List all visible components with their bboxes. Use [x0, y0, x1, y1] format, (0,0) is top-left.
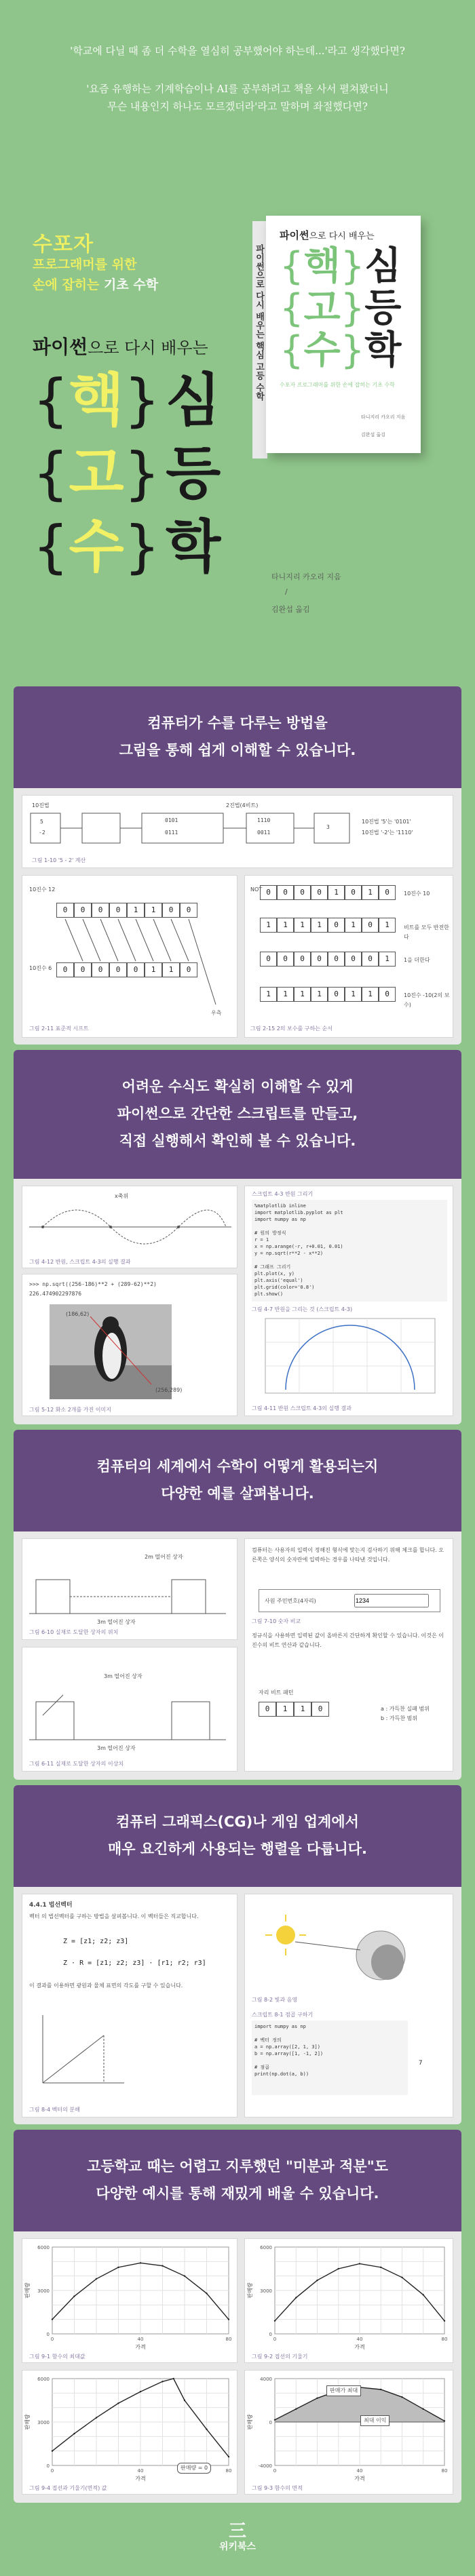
x-tick-label: 40 — [356, 2337, 363, 2342]
x-tick-label: 0 — [273, 2468, 277, 2474]
data-point — [140, 2262, 141, 2263]
y-tick-label: 3000 — [37, 2420, 50, 2425]
data-point — [117, 2267, 119, 2268]
x-tick-label: 0 — [50, 2468, 54, 2474]
code-output: 7 — [419, 2060, 423, 2067]
bit-cell: 0 — [311, 1702, 329, 1717]
figure-penguin — [22, 1274, 238, 1416]
figure-twos-complement — [244, 875, 453, 1038]
hero-title-row-1 — [33, 366, 221, 434]
data-point — [295, 2408, 297, 2410]
figure-caption-2: 그림 6-11 실재로 도달한 상자의 이상치 — [29, 1761, 124, 1767]
brace-open: { — [33, 513, 69, 580]
bit-cell: 1 — [362, 885, 379, 900]
figure-regex-check — [244, 1538, 453, 1772]
y-axis-label: 판매량 — [24, 2282, 31, 2299]
bit-cell: 0 — [180, 962, 197, 977]
data-point — [96, 2278, 97, 2280]
point-b: (256,289) — [155, 1387, 183, 1393]
hero-title-char-3b: 학 — [166, 513, 221, 580]
label-decimal-6: 10진수 6 — [29, 965, 52, 971]
x-tick-label: 40 — [356, 2468, 363, 2474]
bit-cell: 1 — [345, 918, 362, 933]
x-tick-label: 40 — [137, 2337, 144, 2342]
figure-binary-subtraction — [22, 795, 453, 868]
brace-close: } — [340, 328, 365, 372]
data-point — [295, 2297, 297, 2298]
y-tick-label: 6000 — [37, 2377, 50, 2382]
code-block: import numpy as np # 벡터 정의 a = np.array([2, 1, 3]) b = np.array([1, -1, 2]) # 점곱 print(np.dot(a, b)) — [252, 2021, 408, 2095]
bit-cell: 0 — [277, 885, 294, 900]
bit-cell: 0 — [260, 885, 277, 900]
note-decimal-5: 10진법 '5'는 '0101' — [362, 819, 411, 825]
book-translator: 김완섭 옮김 — [361, 432, 386, 437]
data-point — [401, 2396, 402, 2398]
tagline-line-3 — [33, 275, 158, 293]
data-point — [52, 2318, 53, 2320]
form-field-box — [259, 1589, 440, 1612]
data-point — [206, 2292, 207, 2294]
figure-caption-2: 그림 9-2 접선의 기울기 — [252, 2354, 308, 2360]
book-cover — [266, 216, 421, 453]
hero-quote-1: '학교에 다닐 때 좀 더 수학을 열심히 공부했어야 하는데...'라고 생각했다면? — [70, 45, 405, 57]
code-block: %matplotlib inline import matplotlib.pyplot as plt import numpy as np # 원의 방정식 r = 1 x = np.arange(-r, r+0.01, 0.01) y = np.sqrt(r**2 - x**2) # 그래프 그리기 plt.plot(x, y) plt.axis('equal') plt.grid(color='0.8') plt.show() — [252, 1200, 447, 1302]
x-axis-label: 가격 — [135, 2344, 146, 2350]
data-point — [316, 2280, 318, 2281]
book-spine-text: 파이썬으로 다시 배우는 핵심 고등 수학 — [254, 244, 264, 401]
brace-close: } — [124, 367, 161, 433]
book-title-rest: 으로 다시 배우는 — [309, 231, 375, 241]
bit-cell: 0 — [328, 987, 345, 1002]
form-input[interactable] — [354, 1594, 429, 1607]
bits-0111: 0111 — [165, 830, 178, 836]
figure-box-outlier — [22, 1647, 238, 1772]
figure-caption-3: 그림 2-15 2의 보수를 구하는 순서 — [250, 1026, 332, 1032]
bits-1110: 1110 — [257, 817, 271, 823]
annotation-sales-zero: 판매량 = 0 — [177, 2463, 211, 2474]
bit-cell: 1 — [328, 885, 345, 900]
data-point — [173, 2378, 174, 2379]
note-decimal-minus-2: 10진법 '-2'는 '1110' — [362, 830, 413, 836]
section-1-title-1: 컴퓨터가 수를 다루는 방법을 — [147, 715, 328, 731]
figure-shift — [22, 875, 238, 1038]
bit-cell: 0 — [345, 952, 362, 967]
figure-caption-1: 그림 6-10 실재로 도달한 상자의 위치 — [29, 1629, 119, 1635]
figure-normal-vector — [22, 1894, 238, 2118]
book-char-1: 핵 — [303, 244, 341, 288]
data-point — [380, 2267, 381, 2268]
data-point — [117, 2402, 119, 2404]
figure-caption-4: 그림 4-11 반원 스크립트 4-3의 실행 결과 — [252, 1405, 352, 1411]
bit-cell: 0 — [294, 952, 311, 967]
hero-title-char-3: 수 — [69, 513, 124, 580]
annotation-max-profit: 최대 이익 — [360, 2415, 390, 2426]
figure-caption-3: 그림 7-10 숫자 비교 — [252, 1618, 301, 1624]
value-3: 3 — [326, 824, 330, 830]
y-tick-label: -4000 — [258, 2463, 272, 2469]
bit-cell: 1 — [260, 987, 277, 1002]
bit-cell: 1 — [379, 918, 396, 933]
section-5-title-1: 고등학교 때는 어렵고 지루했던 "미분과 적분"도 — [87, 2158, 388, 2174]
bit-cell: 0 — [277, 952, 294, 967]
x-tick-label: 80 — [225, 2337, 232, 2342]
figure-caption-2: 그림 2-11 표준적 시프트 — [29, 1026, 89, 1032]
figure-caption-1: 그림 1-10 '5 - 2' 계산 — [32, 857, 86, 863]
y-tick-label: 6000 — [37, 2245, 50, 2250]
data-point — [96, 2417, 97, 2418]
figure-chart-4 — [244, 2370, 453, 2495]
figure-caption-1: 그림 4-12 반원, 스크립트 4-3의 실행 결과 — [29, 1259, 131, 1265]
brace-close: } — [340, 286, 365, 330]
hero-quote-2 — [0, 80, 475, 115]
hero-quote-2b: 무슨 내용인지 하나도 모르겠더라'라고 말하며 좌절했다면? — [107, 100, 368, 113]
value-5: 5 — [40, 819, 43, 825]
brace-close: } — [340, 244, 365, 288]
data-point — [401, 2277, 402, 2278]
bit-cell: 0 — [127, 962, 145, 977]
bit-cell: 1 — [276, 1702, 294, 1717]
bit-cell: 0 — [328, 952, 345, 967]
figure-caption-1: 그림 9-1 함수의 최대값 — [29, 2354, 86, 2360]
chart-tangent-slope — [245, 2239, 454, 2351]
bit-cell: 0 — [162, 903, 180, 918]
bit-cell: 1 — [127, 903, 145, 918]
sun-icon — [276, 1926, 295, 1945]
bit-cell: 0 — [92, 903, 109, 918]
section-4-title-1: 컴퓨터 그래픽스(CG)나 게임 업계에서 — [116, 1814, 359, 1830]
label-box-3m-c: 3m 떨어진 상자 — [97, 1745, 136, 1751]
section-4-title-2: 매우 요긴하게 사용되는 행렬을 다룹니다. — [107, 1841, 368, 1857]
figure-caption-2: 그림 8-2 빛과 음영 — [252, 1997, 298, 2003]
bit-cell: 1 — [294, 1702, 311, 1717]
figure-chart-3 — [22, 2370, 238, 2495]
section-python-scripts — [14, 1050, 461, 1424]
bit-cell: 1 — [145, 962, 162, 977]
section-2-title-2: 파이썬으로 간단한 스크립트를 만들고, — [117, 1106, 358, 1122]
hero-subtitle — [33, 332, 208, 359]
figure-semicircle-script — [244, 1186, 453, 1416]
bits-0101: 0101 — [165, 817, 178, 823]
bit-cell: 0 — [109, 962, 127, 977]
y-tick-label: 0 — [46, 2463, 50, 2469]
brace-open: { — [280, 328, 304, 372]
body-text-1: 컴퓨터는 사용자의 입력이 정해진 형식에 맞는지 검사하기 위해 체크를 합니다. 오른쪽은 양식의 숫자란에 입력하는 경우를 나타낸 것입니다. — [252, 1547, 444, 1563]
label-box-3m-b: 3m 떨어진 상자 — [104, 1673, 142, 1679]
brace-close: } — [124, 513, 161, 580]
data-point — [162, 2265, 163, 2267]
bits-0011: 0011 — [257, 830, 271, 836]
section-3-title-1: 컴퓨터의 세계에서 수학이 어떻게 활용되는지 — [96, 1458, 379, 1475]
bit-cell: 0 — [74, 962, 92, 977]
bit-cell: 0 — [109, 903, 127, 918]
section-2-title-1: 어려운 수식도 확실히 이해할 수 있게 — [121, 1078, 354, 1095]
bit-cell: 0 — [311, 952, 328, 967]
regex-note-b: b : 가득찬 범위 — [381, 1715, 418, 1721]
label-decimal-minus-10: 10진수 -10(2의 보수) — [404, 992, 450, 1008]
body-text-2: 정규식을 사용하면 입력된 값이 올바른지 간단하게 확인할 수 있습니다. 이것은 이진수의 비트 연산과 같습니다. — [252, 1633, 444, 1648]
light-diagram — [245, 1894, 454, 1996]
bit-cell: 1 — [294, 918, 311, 933]
y-tick-label: 3000 — [260, 2288, 272, 2294]
hero-title-char-2: 고 — [69, 440, 124, 507]
bit-cell: 1 — [277, 987, 294, 1002]
data-point — [184, 2400, 185, 2401]
bit-cell: 1 — [379, 952, 396, 967]
figure-light-shade — [244, 1894, 453, 2118]
section-4-header — [14, 1785, 461, 1887]
book-big-3 — [280, 330, 402, 372]
shift-arrows — [22, 876, 238, 1038]
bit-cell: 1 — [311, 987, 328, 1002]
y-axis-label: 판매량 — [24, 2414, 31, 2430]
book-char-1b: 심 — [364, 244, 402, 288]
bit-cell: 0 — [180, 903, 197, 918]
bit-cell: 0 — [56, 962, 74, 977]
y-tick-label: 3000 — [37, 2288, 50, 2294]
semicircle-plot — [252, 1315, 447, 1403]
brace-open: { — [33, 367, 69, 433]
code-title: 스크립트 8-1 점곱 구하기 — [252, 2012, 314, 2018]
section-5-header — [14, 2130, 461, 2231]
label-decimal: 10진법 — [32, 802, 50, 808]
hero-subtitle-bold: 파이썬 — [33, 336, 88, 358]
bit-cell: 0 — [379, 885, 396, 900]
bit-cell: 1 — [260, 918, 277, 933]
data-point — [380, 2389, 381, 2390]
figure-box-distance — [22, 1538, 238, 1640]
book-char-2: 고 — [303, 286, 341, 330]
annotation-max-sales: 판매가 최대 — [326, 2385, 361, 2396]
equation-1: Z = [z1; z2; z3] — [63, 1938, 129, 1945]
bit-cell: 0 — [294, 885, 311, 900]
figure-caption-4: 그림 9-3 함수의 면적 — [252, 2485, 303, 2491]
bit-cell: 1 — [277, 918, 294, 933]
x-tick-label: 0 — [273, 2337, 277, 2342]
section-math-applications — [14, 1430, 461, 1780]
bit-cell: 1 — [162, 962, 180, 977]
label-decimal-10: 10진수 10 — [404, 891, 430, 897]
body-text-1: 벡터 의 법선벡터를 구하는 방법을 살펴봅니다. 이 벡터들은 직교합니다. — [29, 1913, 199, 1919]
bit-cell: 1 — [362, 987, 379, 1002]
x-tick-label: 80 — [441, 2337, 448, 2342]
y-axis-label: 판매량 — [247, 2282, 253, 2299]
brace-open: { — [280, 286, 304, 330]
y-axis-label: 판매량 — [247, 2414, 253, 2430]
brace-close: } — [124, 440, 161, 507]
x-axis-label: 가격 — [135, 2476, 146, 2482]
hero-title-char-2b: 등 — [166, 440, 221, 507]
data-point — [274, 2320, 276, 2322]
section-5-title-2: 다양한 예시를 통해 재밌게 배울 수 있습니다. — [96, 2185, 379, 2202]
bit-cell: 0 — [345, 885, 362, 900]
hero-title-row-3 — [33, 513, 221, 581]
bit-cell: 1 — [294, 987, 311, 1002]
hero-subtitle-rest: 으로 다시 배우는 — [88, 338, 208, 357]
bit-cell: 0 — [328, 918, 345, 933]
hero — [0, 0, 475, 685]
brace-open: { — [33, 440, 69, 507]
data-point — [52, 2450, 53, 2451]
bit-cell: 0 — [74, 903, 92, 918]
book-description: 수포자 프로그래머를 위한 손에 잡히는 기초 수학 — [280, 382, 395, 388]
bit-cell: 1 — [345, 987, 362, 1002]
data-point — [206, 2428, 207, 2429]
section-number-representation — [14, 686, 461, 1045]
equation-2: Z · R = [z1; z2; z3] · [r1; r2; r3] — [63, 1959, 206, 1967]
section-calculus — [14, 2130, 461, 2503]
x-tick-label: 80 — [441, 2468, 448, 2474]
bit-cell: 0 — [362, 918, 379, 933]
wave-diagram — [22, 1186, 238, 1269]
vector-diagram — [36, 2008, 131, 2096]
bit-cell: 1 — [145, 903, 162, 918]
figure-wave-axis — [22, 1186, 238, 1268]
label-box-2m: 2m 떨어진 상자 — [145, 1554, 183, 1560]
data-point — [444, 2420, 445, 2421]
data-point — [228, 2318, 229, 2320]
data-point — [444, 2320, 445, 2322]
label-box-3m: 3m 떨어진 상자 — [97, 1619, 136, 1625]
tagline-line-3a: 손에 잡히는 — [33, 277, 100, 292]
x-tick-label: 40 — [137, 2468, 144, 2474]
book-char-3: 수 — [303, 328, 341, 372]
x-axis-label: 가격 — [354, 2476, 365, 2482]
x-tick-label: 80 — [225, 2468, 232, 2474]
label-decimal-12: 10진수 12 — [29, 886, 56, 893]
data-point — [316, 2398, 318, 2399]
x-axis-label: 가격 — [354, 2344, 365, 2350]
regex-note-a: a : 가득찬 실패 범위 — [381, 1706, 430, 1712]
book-author: 타니지리 카오리 지음 — [361, 414, 406, 420]
figure-caption-3: 그림 9-4 접선과 기울기(면적) 값 — [29, 2485, 107, 2491]
point-a: (186,62) — [66, 1311, 90, 1317]
figure-chart-2 — [244, 2238, 453, 2363]
data-point — [73, 2433, 75, 2434]
x-tick-label: 0 — [50, 2337, 54, 2342]
section-2-title-3: 직접 실행해서 확인해 볼 수 있습니다. — [119, 1133, 356, 1149]
bit-cell: 0 — [260, 952, 277, 967]
translator-credit: 김완섭 옮김 — [271, 605, 310, 614]
book-big-1 — [280, 246, 402, 288]
y-tick-label: 6000 — [260, 2245, 272, 2250]
data-point — [359, 2263, 360, 2264]
hero-quote-2a: '요즘 유행하는 기계학습이나 AI를 공부하려고 책을 사서 펼쳐봤더니 — [86, 83, 389, 95]
data-point — [73, 2295, 75, 2297]
bit-cell: 0 — [92, 962, 109, 977]
tagline-line-3b: 기초 수학 — [104, 277, 159, 292]
data-point — [423, 2408, 424, 2410]
brace-open: { — [280, 244, 304, 288]
hero-title-char-1: 핵 — [69, 367, 124, 433]
label-add-one: 1을 더한다 — [404, 957, 430, 963]
bit-cell: 1 — [311, 918, 328, 933]
label-invert-bits: 비트를 모두 반전한다 — [404, 924, 449, 940]
publisher-name: 위키북스 — [218, 2541, 256, 2552]
bit-cell: 0 — [56, 903, 74, 918]
figure-caption-2: 그림 5-12 화소 2개를 가진 이미지 — [29, 1407, 111, 1413]
bit-cell: 0 — [259, 1702, 276, 1717]
penguin-command: >>> np.sqrt((256-186)**2 + (289-62)**2) — [29, 1281, 157, 1287]
book-char-2b: 등 — [364, 286, 402, 330]
book-char-3b: 학 — [364, 328, 402, 372]
data-point — [184, 2275, 185, 2276]
data-point — [423, 2294, 424, 2295]
form-label: 사원 주민번호(4자리) — [265, 1598, 316, 1604]
section-1-header — [14, 686, 461, 788]
section-3-title-2: 다양한 예를 살펴봅니다. — [161, 1485, 314, 1502]
section-3-header — [14, 1430, 461, 1531]
axis-title: x축위 — [115, 1193, 129, 1199]
book-big-2 — [280, 288, 402, 330]
y-tick-label: 0 — [269, 2420, 272, 2425]
author-credit: 타니지리 카오리 지음 — [271, 572, 341, 581]
tagline-line-2: 프로그래머를 위한 — [33, 257, 137, 272]
body-text-2: 이 결과를 이용하면 광원과 물체 표면의 각도를 구할 수 있습니다. — [29, 1983, 183, 1989]
tagline-title: 수포자 — [33, 233, 94, 256]
figure-chart-1 — [22, 2238, 238, 2363]
figure-caption-3: 그림 4-7 반원을 그리는 것 (스크립트 4-3) — [252, 1306, 353, 1312]
book-title — [280, 228, 375, 242]
bit-cell: 0 — [362, 952, 379, 967]
sub-title: 4.4.1 법선벡터 — [29, 1902, 73, 1909]
publisher-mark-icon: 三 — [228, 2521, 246, 2541]
label-right: 우측 — [211, 1010, 222, 1016]
y-tick-label: 4000 — [260, 2377, 272, 2382]
label-binary: 2진법(4비트) — [226, 802, 259, 808]
hero-title-char-1b: 심 — [166, 367, 221, 433]
credit-divider: / — [285, 587, 288, 596]
y-tick-label: 0 — [46, 2332, 50, 2337]
label-not: NOT — [250, 886, 263, 893]
hero-title-row-2 — [33, 440, 221, 507]
book-title-bold: 파이썬 — [280, 229, 309, 241]
figure-caption-1: 그림 8-4 벡터의 분해 — [29, 2107, 80, 2113]
data-point — [140, 2391, 141, 2392]
publisher-logo — [210, 2523, 265, 2553]
code-title: 스크립트 4-3 반원 그리기 — [252, 1191, 314, 1197]
value-minus-2: -2 — [39, 830, 45, 836]
section-1-title-2: 그림을 통해 쉽게 이해할 수 있습니다. — [119, 742, 356, 758]
penguin-result: 226.474902297876 — [29, 1291, 82, 1297]
regex-label: 자리 비트 패턴 — [259, 1690, 294, 1696]
chart-max-value — [22, 2239, 238, 2351]
data-point — [162, 2381, 163, 2382]
bit-cell: 0 — [379, 987, 396, 1002]
section-2-header — [14, 1050, 461, 1179]
data-point — [338, 2268, 339, 2269]
box-outlier-diagram — [22, 1647, 238, 1772]
section-matrices — [14, 1785, 461, 2124]
data-point — [228, 2456, 229, 2457]
bit-cell: 0 — [311, 885, 328, 900]
data-point — [274, 2419, 276, 2421]
y-tick-label: 0 — [269, 2332, 272, 2337]
